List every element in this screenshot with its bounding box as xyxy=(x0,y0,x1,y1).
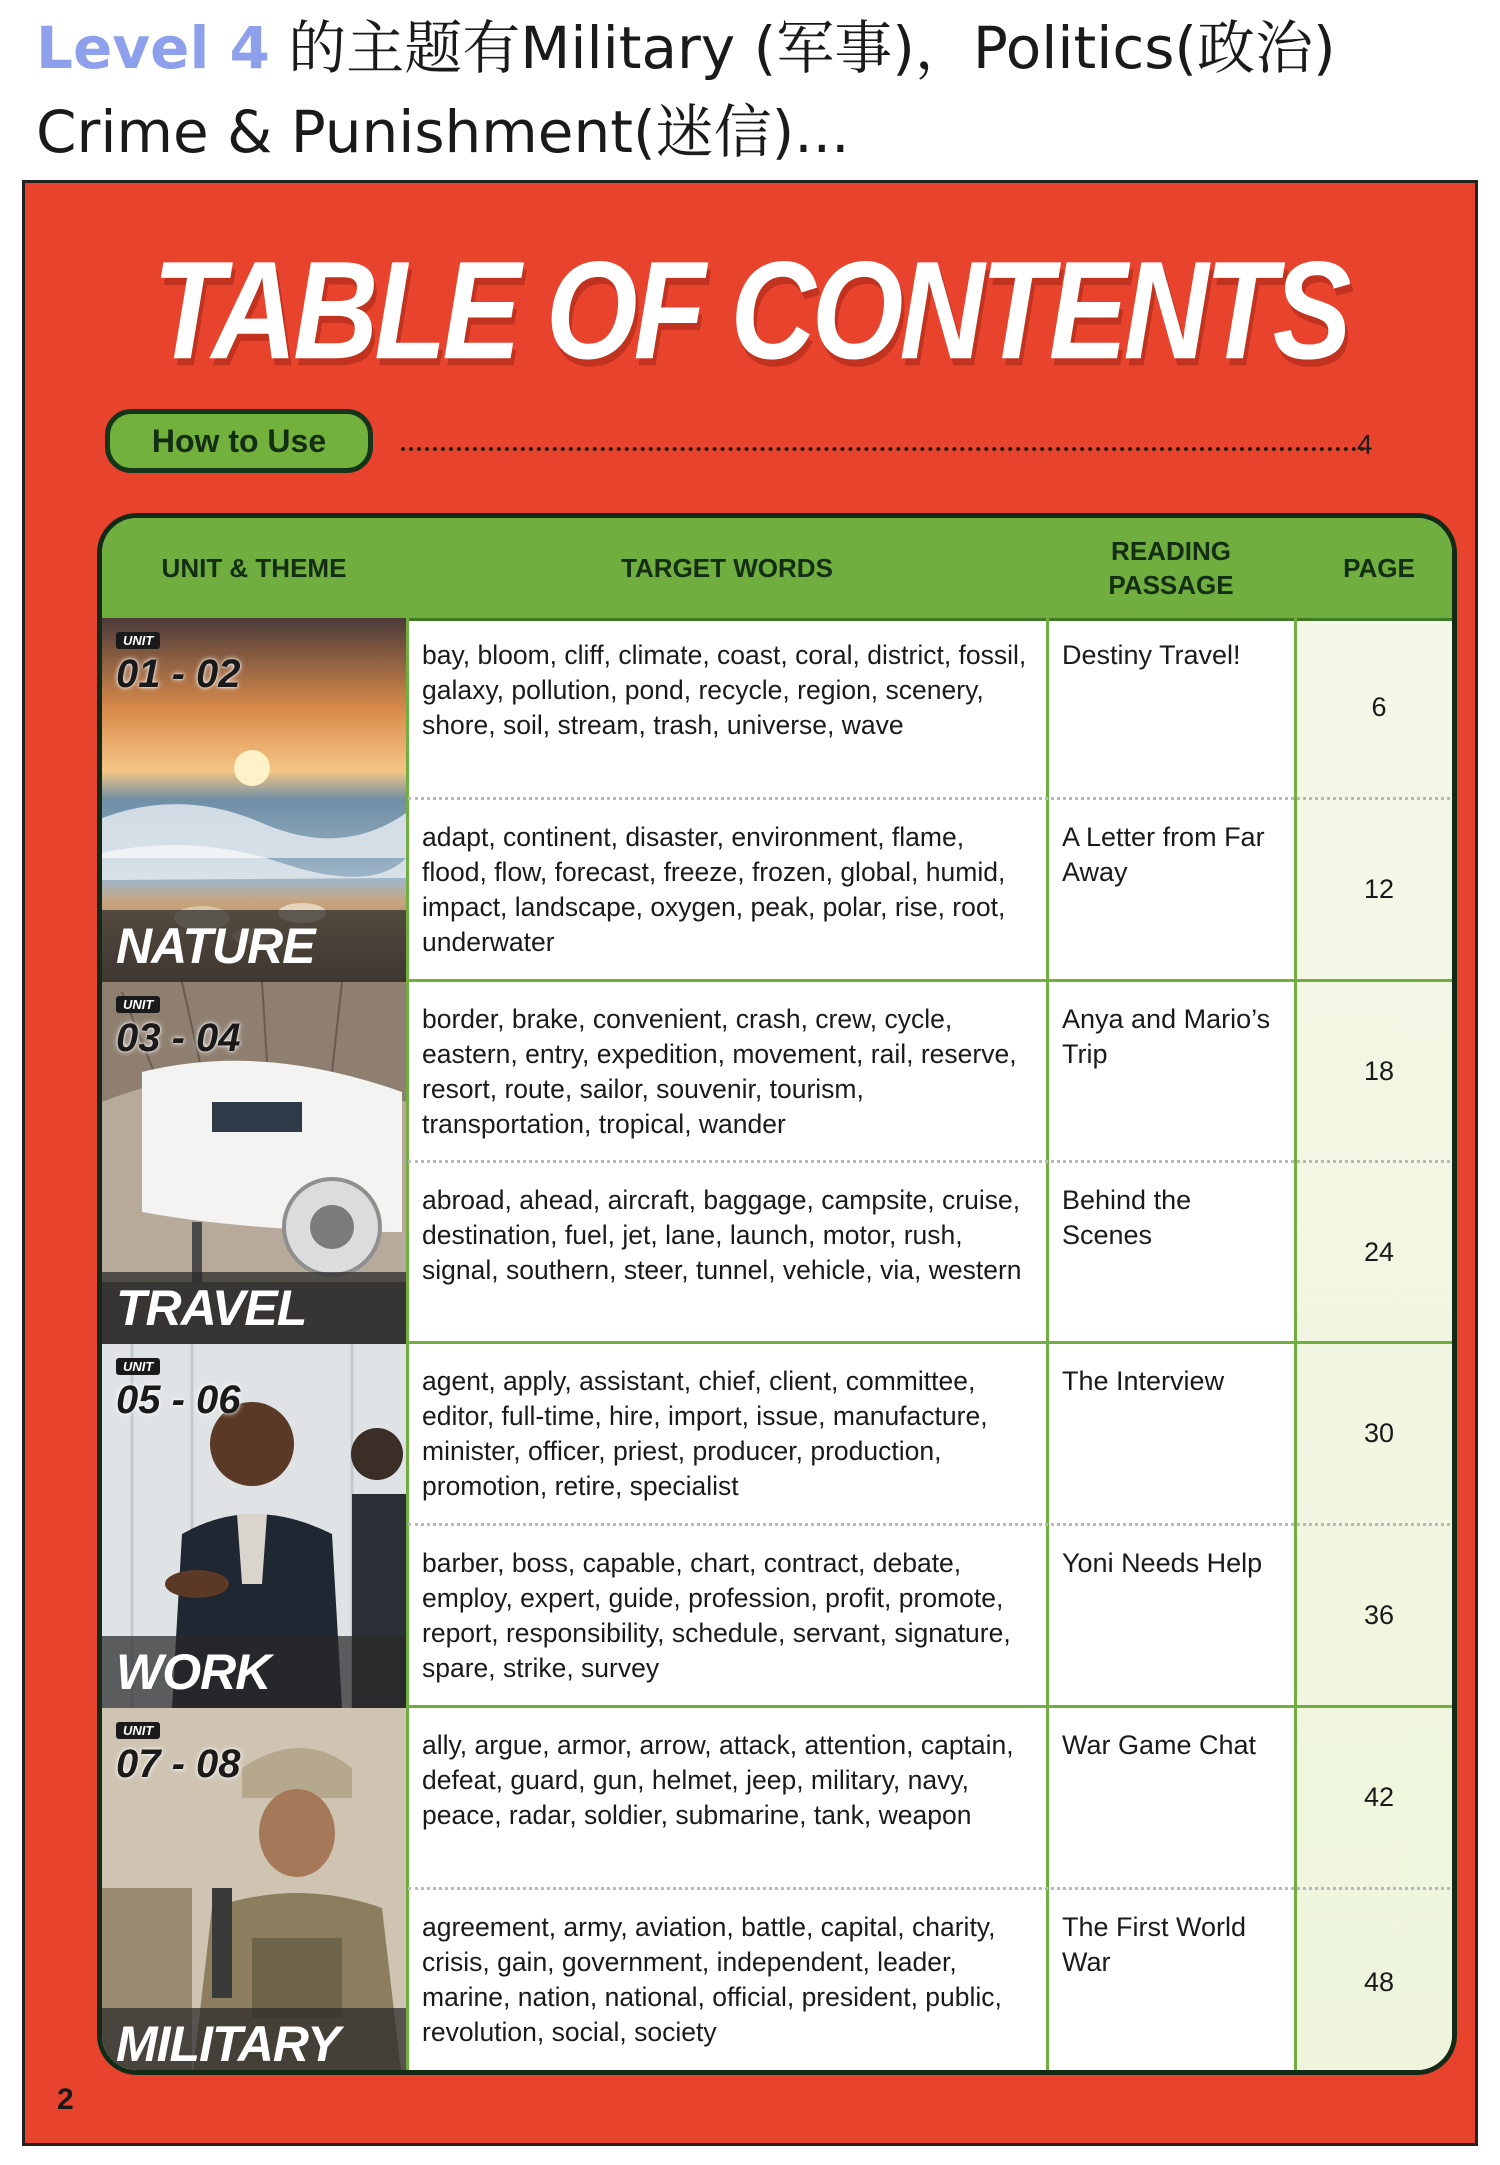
caption-level: Level 4 xyxy=(36,14,270,82)
dot-leader xyxy=(401,447,1365,451)
unit-range: 05 - 06 xyxy=(116,1378,241,1422)
target-words: bay, bloom, cliff, climate, coast, coral, district, fossil, galaxy, pollution, pond, recycle, region, scenery, shore, soil, stream, trash, universe, wave xyxy=(422,640,1027,740)
how-to-use-pill: How to Use xyxy=(105,409,373,473)
table-header xyxy=(102,518,1452,621)
page-number-cell: 42 xyxy=(1363,1782,1395,1812)
unit-military-image xyxy=(102,1708,406,2075)
table-row xyxy=(408,982,1457,1163)
target-words: agent, apply, assistant, chief, client, committee, editor, full-time, hire, import, issue, manufacture, minister, officer, priest, producer, production, promotion, retire, specialist xyxy=(422,1366,988,1501)
reading-passage: Destiny Travel! xyxy=(1062,640,1241,670)
table-row xyxy=(408,1344,1457,1526)
page-number-cell: 30 xyxy=(1363,1418,1395,1448)
unit-tag: UNIT xyxy=(116,632,160,649)
contents-table xyxy=(97,513,1457,2075)
page-number-cell: 12 xyxy=(1363,874,1395,904)
page-number-cell: 48 xyxy=(1363,1967,1395,1997)
unit-theme-label: MILITARY xyxy=(102,2008,406,2075)
book-page-number: 2 xyxy=(57,2083,74,2116)
table-row xyxy=(408,618,1457,800)
unit-range: 07 - 08 xyxy=(116,1742,241,1786)
page-number-cell: 18 xyxy=(1363,1055,1395,1086)
unit-range: 03 - 04 xyxy=(116,1016,241,1060)
unit-tag: UNIT xyxy=(116,1722,160,1739)
header-unit-theme: UNIT & THEME xyxy=(161,553,347,583)
unit-tag: UNIT xyxy=(116,1358,160,1375)
page-number-cell: 36 xyxy=(1363,1600,1395,1630)
unit-range: 01 - 02 xyxy=(116,652,241,696)
unit-theme-label: TRAVEL xyxy=(102,1272,406,1344)
header-page: PAGE xyxy=(1343,553,1415,583)
caption xyxy=(36,6,1476,174)
toc-title: TABLE OF CONTENTS xyxy=(152,233,1348,389)
reading-passage: War Game Chat xyxy=(1062,1730,1257,1760)
header-reading-passage: READING PASSAGE xyxy=(1108,536,1234,600)
target-words: border, brake, convenient, crash, crew, cycle, eastern, entry, expedition, movement, rail, reserve, resort, route, sailor, souvenir, tourism, transportation, tropical, wander xyxy=(422,1004,1017,1139)
unit-nature-image xyxy=(102,618,406,982)
reading-passage: The Interview xyxy=(1062,1366,1225,1396)
target-words: ally, argue, armor, arrow, attack, attention, captain, defeat, guard, gun, helmet, jeep, military, navy, peace, radar, soldier, submarine, tank, weapon xyxy=(422,1730,1014,1830)
table-row xyxy=(408,800,1457,982)
caption-text: 的主题有Military (军事)，Politics(政治) Crime & Punishment(迷信)... xyxy=(36,14,1336,166)
reading-passage: Behind the Scenes xyxy=(1062,1185,1192,1250)
unit-theme-label: NATURE xyxy=(102,910,406,982)
unit-theme-label: WORK xyxy=(102,1636,406,1708)
table-row xyxy=(408,1708,1457,1890)
page-number-cell: 6 xyxy=(1371,692,1387,722)
target-words: abroad, ahead, aircraft, baggage, campsite, cruise, destination, fuel, jet, lane, launch, motor, rush, signal, southern, steer, tunnel, vehicle, via, western xyxy=(422,1185,1022,1285)
reading-passage: The First World War xyxy=(1062,1912,1247,1977)
table-row xyxy=(408,1526,1457,1708)
reading-passage: A Letter from Far Away xyxy=(1062,822,1265,887)
header-target-words: TARGET WORDS xyxy=(621,553,833,583)
reading-passage: Anya and Mario’s Trip xyxy=(1062,1004,1271,1069)
unit-tag: UNIT xyxy=(116,996,160,1013)
target-words: adapt, continent, disaster, environment, flame, flood, flow, forecast, freeze, frozen, global, humid, impact, landscape, oxygen, peak, polar, rise, root, underwater xyxy=(422,822,1006,957)
how-to-use-page: 4 xyxy=(1357,429,1373,460)
target-words: agreement, army, aviation, battle, capital, charity, crisis, gain, government, independent, leader, marine, nation, national, official, president, public, revolution, social, society xyxy=(422,1912,1002,2047)
page-number-cell: 24 xyxy=(1363,1236,1395,1267)
book-page xyxy=(22,180,1478,2146)
unit-travel-image xyxy=(102,982,406,1344)
table-row xyxy=(408,1890,1457,2075)
reading-passage: Yoni Needs Help xyxy=(1062,1548,1263,1578)
table-row xyxy=(408,1163,1457,1344)
target-words: barber, boss, capable, chart, contract, debate, employ, expert, guide, profession, profit, promote, report, responsibility, schedule, servant, signature, spare, strike, survey xyxy=(422,1548,1011,1683)
unit-work-image xyxy=(102,1344,406,1708)
